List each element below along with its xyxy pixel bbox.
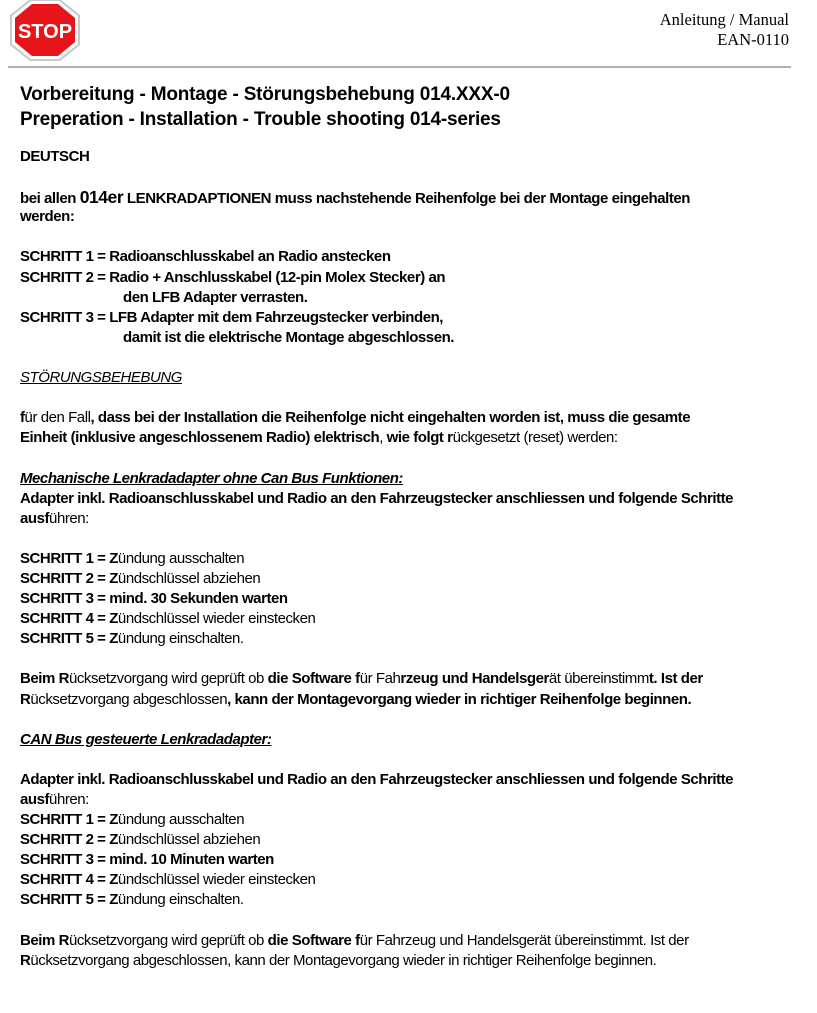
text-line (20, 690, 810, 710)
text-run: DEUTSCH (20, 148, 90, 165)
text-line (20, 428, 810, 448)
blank-line (20, 388, 810, 408)
text-line (20, 589, 810, 609)
text-line (20, 368, 810, 388)
text-run: damit ist die elektrische Montage abgeschlossen. (123, 328, 455, 346)
text-run: SCHRITT 5 = Z (20, 630, 118, 648)
text-line (20, 328, 810, 348)
blank-line (20, 529, 810, 549)
text-line (20, 207, 810, 227)
text-run: SCHRITT 2 = Z (20, 569, 118, 587)
header-ean: EAN-0110 (717, 30, 789, 49)
text-run: den LFB Adapter verrasten. (123, 288, 308, 306)
text-line (20, 830, 810, 850)
text-line (20, 629, 810, 649)
text-run: ür Fah (359, 670, 401, 688)
text-run: ücksetzvorgang abgeschlossen (30, 690, 228, 708)
text-run: bei allen (20, 190, 80, 208)
blank-line (20, 167, 810, 187)
text-run: Adapter inkl. Radioanschlusskabel und Radio an den Fahrzeugstecker anschliessen und folgende Schritte (20, 770, 734, 788)
text-run: rzeug und Handelsger (400, 670, 549, 688)
header-manual-label: Anleitung / Manual (659, 10, 789, 29)
text-run: Einheit (inklusive angeschlossenem Radio) elektrisch (20, 429, 380, 447)
text-run: ündschlüssel abziehen (117, 569, 261, 587)
text-run: ür den Fall (24, 409, 91, 427)
text-run: SCHRITT 4 = Z (20, 610, 118, 628)
title-german: Vorbereitung - Montage - Störungsbehebung 014.XXX-0 (20, 84, 510, 105)
text-line (20, 931, 810, 951)
text-line (20, 890, 810, 910)
text-line (20, 308, 810, 328)
text-run: Adapter inkl. Radioanschlusskabel und Radio an den Fahrzeugstecker anschliessen und folgende Schritte (20, 489, 734, 507)
header-divider (8, 66, 791, 68)
svg-text:STOP: STOP (17, 21, 73, 43)
text-line (20, 147, 810, 167)
text-run: , (379, 429, 387, 447)
text-run: ausf (20, 791, 50, 808)
text-run: werden: (20, 208, 75, 226)
text-line (20, 489, 810, 509)
text-run: SCHRITT 1 = Z (20, 811, 118, 829)
text-run: ausf (20, 509, 50, 527)
text-run: f (20, 409, 25, 427)
stop-sign-logo (8, 0, 82, 62)
text-line (20, 268, 810, 288)
text-run: ückgesetzt (reset) werden: (452, 429, 618, 447)
text-line (20, 408, 810, 428)
blank-line (20, 348, 810, 368)
blank-line (20, 750, 810, 770)
text-run: Beim R (20, 670, 69, 688)
text-run: ündung einschalten. (117, 630, 244, 648)
document-body (20, 147, 810, 971)
document-header (660, 10, 789, 50)
text-line (20, 870, 810, 890)
text-run: ündung ausschalten (117, 549, 245, 567)
text-run: R (20, 951, 31, 969)
text-line (20, 850, 810, 870)
text-run: SCHRITT 3 = mind. 10 Minuten warten (20, 851, 274, 869)
title-english: Preperation - Installation - Trouble shooting 014-series (20, 109, 501, 130)
text-run: ündung ausschalten (117, 811, 245, 829)
text-line (20, 469, 810, 489)
blank-line (20, 649, 810, 669)
page-title (20, 82, 510, 132)
text-line (20, 669, 810, 689)
text-run: die Software f (267, 670, 360, 688)
text-run: ücksetzvorgang wird geprüft ob (68, 931, 268, 949)
text-line (20, 187, 810, 207)
text-run: SCHRITT 2 = Radio + Anschlusskabel (12-pin Molex Stecker) an (20, 268, 446, 286)
text-run: ät übereinstimm (548, 670, 649, 688)
text-line (20, 549, 810, 569)
text-run: SCHRITT 2 = Z (20, 831, 118, 849)
text-run: SCHRITT 3 = LFB Adapter mit dem Fahrzeugstecker verbinden, (20, 308, 444, 326)
text-run: R (20, 690, 31, 708)
text-run: , dass bei der Installation die Reihenfolge nicht eingehalten worden ist, muss die gesamte (90, 409, 691, 427)
text-run: die Software f (267, 931, 360, 949)
blank-line (20, 710, 810, 730)
section-heading: STÖRUNGSBEHEBUNG (20, 369, 182, 387)
text-run: 014er (79, 187, 124, 208)
text-line (20, 247, 810, 267)
text-run: SCHRITT 1 = Z (20, 549, 118, 567)
blank-line (20, 911, 810, 931)
text-line (20, 509, 810, 529)
text-run: ündschlüssel wieder einstecken (117, 610, 316, 628)
text-run: t. Ist der (648, 670, 703, 688)
text-line (20, 730, 810, 750)
text-line (20, 790, 810, 810)
text-run: SCHRITT 5 = Z (20, 891, 118, 909)
text-run: ühren: (49, 509, 89, 527)
text-line (20, 569, 810, 589)
text-run: ündung einschalten. (117, 891, 244, 909)
text-run: ücksetzvorgang wird geprüft ob (68, 670, 268, 688)
text-run: SCHRITT 4 = Z (20, 871, 118, 889)
text-run: LENKRADAPTIONEN muss nachstehende Reihenfolge bei der Montage eingehalten (123, 190, 690, 208)
text-line (20, 770, 810, 790)
text-line (20, 288, 810, 308)
text-run: ündschlüssel wieder einstecken (117, 871, 316, 889)
blank-line (20, 448, 810, 468)
text-run: ücksetzvorgang abgeschlossen, kann der Montagevorgang wieder in richtiger Reihenfolge beginnen. (30, 951, 657, 969)
text-run: ühren: (49, 791, 89, 808)
section-heading: CAN Bus gesteuerte Lenkradadapter: (20, 730, 272, 748)
text-run: , kann der Montagevorgang wieder in richtiger Reihenfolge beginnen. (227, 690, 692, 708)
text-run: SCHRITT 3 = mind. 30 Sekunden warten (20, 590, 288, 608)
text-run: ür Fahrzeug und Handelsgerät übereinstimmt. Ist der (359, 931, 689, 949)
text-line (20, 951, 810, 971)
text-run: ündschlüssel abziehen (117, 831, 261, 849)
text-run: wie folgt r (386, 429, 453, 447)
blank-line (20, 227, 810, 247)
text-line (20, 810, 810, 830)
section-heading: Mechanische Lenkradadapter ohne Can Bus Funktionen: (20, 469, 403, 487)
text-line (20, 609, 810, 629)
text-run: SCHRITT 1 = Radioanschlusskabel an Radio anstecken (20, 248, 391, 266)
text-run: Beim R (20, 931, 69, 949)
